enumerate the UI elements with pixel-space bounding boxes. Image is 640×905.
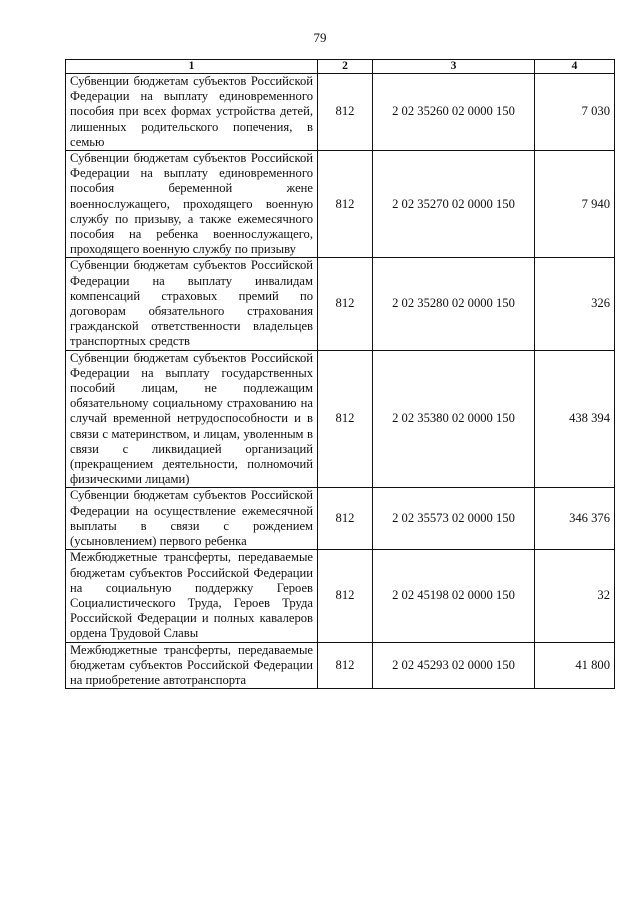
row-amount: 346 376: [535, 488, 615, 550]
row-amount: 326: [535, 258, 615, 350]
row-admin-code: 812: [318, 488, 373, 550]
row-admin-code: 812: [318, 258, 373, 350]
row-amount: 438 394: [535, 350, 615, 488]
row-budget-code: 2 02 35280 02 0000 150: [373, 258, 535, 350]
row-admin-code: 812: [318, 350, 373, 488]
table-row: [66, 642, 615, 689]
row-budget-code: 2 02 45198 02 0000 150: [373, 550, 535, 642]
table-row: [66, 488, 615, 550]
table-body: [66, 74, 615, 689]
budget-table: [65, 59, 615, 689]
row-description: Субвенции бюджетам субъектов Российской Федерации на выплату единовременного пособия беременной жене военнослужащего, проходящего военную службу по призыву, а также ежемесячного пособия на ребенка военнослужащего, проходящего военную службу по призыву: [66, 151, 318, 258]
page-number: 79: [313, 30, 327, 45]
table-header-row: [66, 60, 615, 74]
column-header-1: 1: [66, 60, 318, 74]
row-admin-code: 812: [318, 550, 373, 642]
row-admin-code: 812: [318, 642, 373, 689]
row-budget-code: 2 02 45293 02 0000 150: [373, 642, 535, 689]
row-amount: 41 800: [535, 642, 615, 689]
table-row: [66, 151, 615, 258]
table-row: [66, 350, 615, 488]
row-admin-code: 812: [318, 74, 373, 151]
row-budget-code: 2 02 35380 02 0000 150: [373, 350, 535, 488]
row-budget-code: 2 02 35270 02 0000 150: [373, 151, 535, 258]
row-admin-code: 812: [318, 151, 373, 258]
row-amount: 7 030: [535, 74, 615, 151]
row-budget-code: 2 02 35260 02 0000 150: [373, 74, 535, 151]
row-description: Межбюджетные трансферты, передаваемые бюджетам субъектов Российской Федерации на приобретение автотранспорта: [66, 642, 318, 689]
table-row: [66, 258, 615, 350]
row-description: Межбюджетные трансферты, передаваемые бюджетам субъектов Российской Федерации на социальную поддержку Героев Социалистического Труда, Героев Труда Российской Федерации и полных кавалеров ордена Трудовой Славы: [66, 550, 318, 642]
column-header-3: 3: [373, 60, 535, 74]
table-row: [66, 74, 615, 151]
row-amount: 7 940: [535, 151, 615, 258]
row-amount: 32: [535, 550, 615, 642]
column-header-2: 2: [318, 60, 373, 74]
row-budget-code: 2 02 35573 02 0000 150: [373, 488, 535, 550]
row-description: Субвенции бюджетам субъектов Российской Федерации на осуществление ежемесячной выплаты в связи с рождением (усыновлением) первого ребенка: [66, 488, 318, 550]
row-description: Субвенции бюджетам субъектов Российской Федерации на выплату единовременного пособия при всех формах устройства детей, лишенных родительского попечения, в семью: [66, 74, 318, 151]
table-row: [66, 550, 615, 642]
row-description: Субвенции бюджетам субъектов Российской Федерации на выплату государственных пособий лицам, не подлежащим обязательному социальному страхованию на случай временной нетрудоспособности и в связи с материнством, и лицам, уволенным в связи с ликвидацией организаций (прекращением деятельности, полномочий физическими лицами): [66, 350, 318, 488]
column-header-4: 4: [535, 60, 615, 74]
row-description: Субвенции бюджетам субъектов Российской Федерации на выплату инвалидам компенсаций страховых премий по договорам обязательного страхования гражданской ответственности владельцев транспортных средств: [66, 258, 318, 350]
